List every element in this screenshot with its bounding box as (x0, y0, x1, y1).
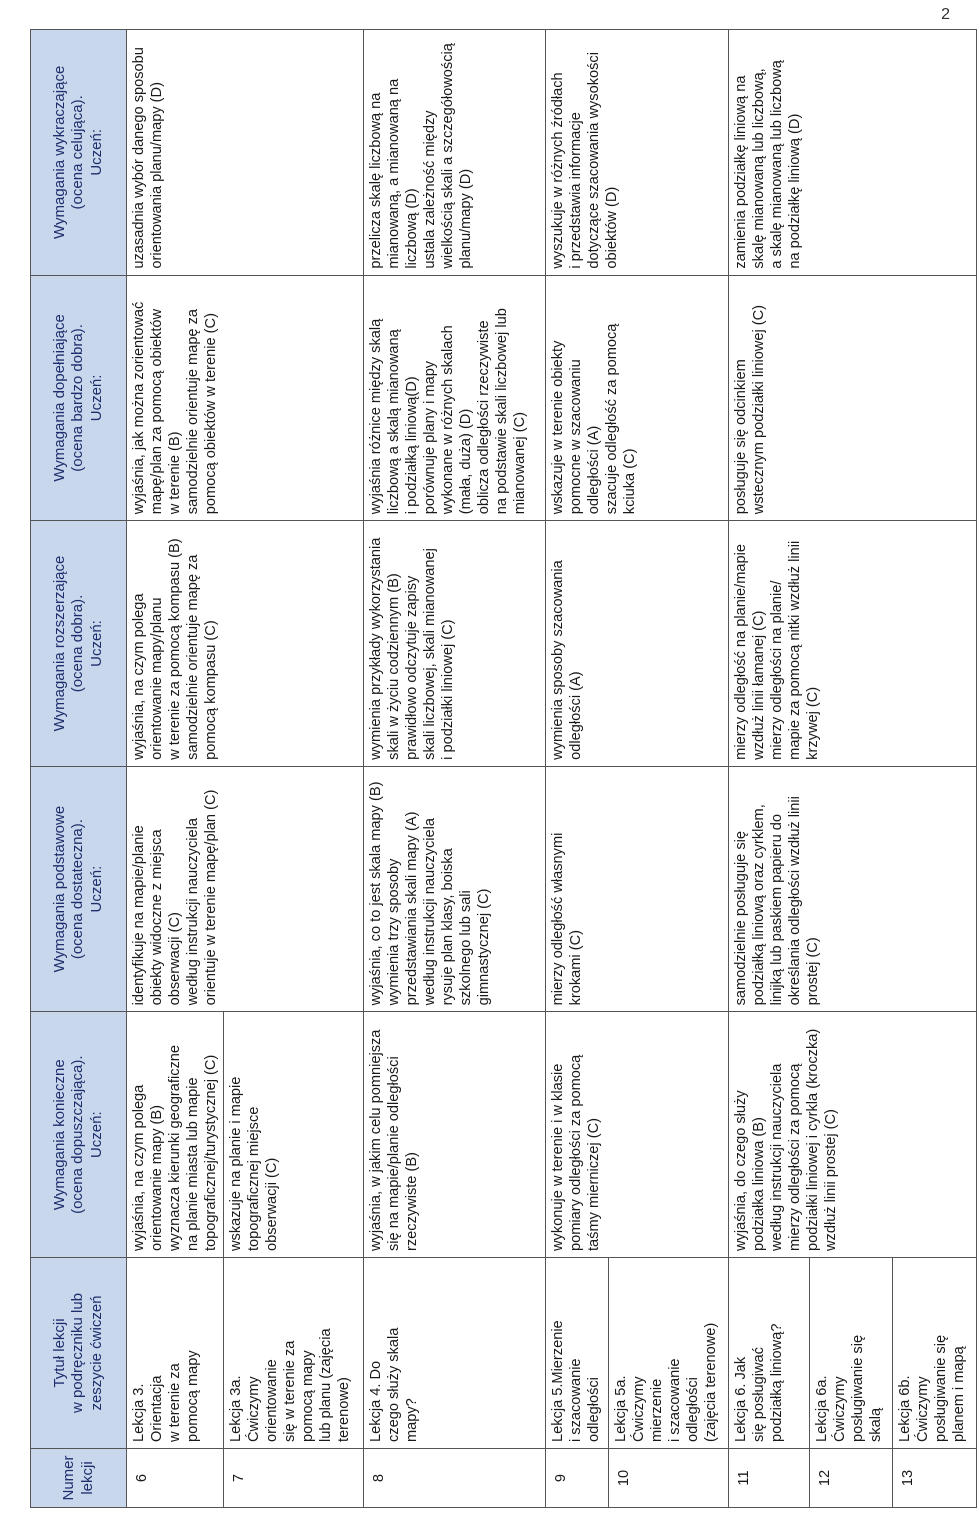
text-line: skalą (868, 1407, 884, 1442)
text-line: obiekty widoczne z miejsca (149, 829, 165, 1006)
text-line: Uczeń: (87, 865, 105, 913)
req-konieczne (546, 1012, 729, 1258)
text-line: skali w życiu codziennym (B) (386, 573, 402, 760)
header-dopelniajace (31, 275, 127, 521)
text-line: wzdłuż linii prostej (C) (823, 1109, 839, 1251)
text-line: Ćwiczymy (915, 1376, 931, 1442)
text-line: taśmy mierniczej (C) (586, 1118, 602, 1251)
text-line: wymienia przykłady wykorzystania (368, 537, 384, 760)
text-line: Lekcja 6b. (897, 1375, 913, 1442)
req-wykraczajace (546, 30, 729, 276)
lesson-number: 13 (893, 1449, 977, 1508)
text-line: Lekcja 4. Do (368, 1360, 384, 1442)
req-dopelniajace (729, 275, 977, 521)
text-line: orientuje w terenie mapę/plan (C) (203, 789, 219, 1006)
header-row (31, 30, 127, 1508)
text-line: (ocena bardzo dobra). (69, 324, 87, 472)
text-line: wykonane w różnych skalach (440, 325, 456, 515)
text-line: prostej (C) (805, 937, 821, 1006)
text-line: wyjaśnia różnice między skalą (368, 318, 384, 515)
text-line: mierzy odległość na planie/mapie (733, 544, 749, 760)
text-line: identyfikuje na mapie/planie (131, 825, 147, 1006)
text-line: Wymagania wykraczające (50, 65, 68, 239)
table-row (546, 30, 609, 1508)
text-line: wskazuje na planie i mapie (228, 1076, 244, 1251)
header-wykraczajace (31, 30, 127, 276)
text-line: Ćwiczymy (631, 1376, 647, 1442)
text-line: obiektów (D) (604, 186, 620, 269)
rotated-page (30, 30, 967, 1508)
page-number: 2 (941, 6, 950, 23)
lesson-title (127, 1258, 224, 1449)
lesson-number: 10 (609, 1449, 729, 1508)
text-line: wyszukuje w różnych źródłach (550, 72, 566, 269)
text-line: i podziałki liniowej (C) (440, 619, 456, 760)
text-line: w terenie za pomocą kompasu (B) (167, 538, 183, 760)
lesson-number: 9 (546, 1449, 609, 1508)
text-line: zamienia podziałkę liniową na (733, 75, 749, 269)
text-line: orientowanie mapy/planu (149, 597, 165, 760)
text-line: wyjaśnia, w jakim celu pomniejsza (368, 1029, 384, 1251)
text-line: Tytuł lekcji (50, 1318, 68, 1388)
header-lesson-title (31, 1258, 127, 1449)
req-dopelniajace (364, 275, 546, 521)
text-line: wstecznym podziałki liniowej (C) (751, 304, 767, 515)
text-line: topograficznej miejsce (246, 1106, 262, 1251)
req-rozszerzajace (546, 521, 729, 767)
text-line: odległości (586, 1377, 602, 1442)
header-konieczne (31, 1012, 127, 1258)
text-line: skali liczbowej, skali mianowanej (422, 548, 438, 760)
text-line: podziałką liniową oraz cyrklem, (751, 804, 767, 1006)
text-line: terenowe) (336, 1377, 352, 1442)
text-line: szacuje odległość za pomocą (604, 323, 620, 515)
text-line: Wymagania podstawowe (50, 805, 68, 973)
lesson-title (893, 1258, 977, 1449)
text-line: się w terenie za (282, 1340, 298, 1442)
text-line: w podręczniku lub (69, 1292, 87, 1414)
text-line: (mała, duża) (D) (458, 408, 474, 515)
text-line: na planie miasta lub mapie (185, 1077, 201, 1251)
text-line: podziałką liniową? (769, 1323, 785, 1442)
text-line: według instrukcji nauczyciela (422, 818, 438, 1006)
text-line: odległości (A) (568, 671, 584, 760)
req-podstawowe (729, 766, 977, 1012)
text-line: Ćwiczymy (246, 1376, 262, 1442)
text-line: w terenie za (167, 1363, 183, 1442)
text-line: mapy? (404, 1398, 420, 1442)
text-line: Lekcja 5a. (613, 1375, 629, 1442)
text-line: Lekcja 6a. (814, 1375, 830, 1442)
text-line: wyjaśnia, na czym polega (131, 1084, 147, 1251)
text-line: szkolnego lub sali (458, 890, 474, 1006)
text-line: posługiwanie się (850, 1334, 866, 1442)
lesson-title (546, 1258, 609, 1449)
text-line: Uczeń: (87, 374, 105, 422)
text-line: orientowanie (264, 1359, 280, 1442)
text-line: posługiwanie się (933, 1334, 949, 1442)
text-line: się na mapie/planie odległości (386, 1056, 402, 1251)
text-line: wskazuje w terenie obiekty (550, 340, 566, 515)
text-line: mierzenie (649, 1378, 665, 1442)
text-line: przelicza skalę liczbową na (368, 92, 384, 269)
text-line: rysuje plan klasy, boiska (440, 848, 456, 1006)
text-line: wykonuje w terenie i w klasie (550, 1063, 566, 1251)
text-line: podziałka liniowa (B) (751, 1117, 767, 1251)
text-line: wzdłuż linii łamanej (C) (751, 610, 767, 760)
lesson-title (609, 1258, 729, 1449)
text-line: Wymagania rozszerzające (50, 555, 68, 732)
text-line: planu/mapy (D) (458, 168, 474, 269)
req-konieczne (224, 1012, 364, 1258)
text-line: (ocena dopuszczająca). (69, 1055, 87, 1214)
text-line: wymienia sposoby szacowania (550, 560, 566, 760)
text-line: Uczeń: (87, 128, 105, 176)
text-line: samodzielnie posługuje się (733, 830, 749, 1006)
req-podstawowe (546, 766, 729, 1012)
text-line: wyznacza kierunki geograficzne (167, 1044, 183, 1251)
text-line: według instrukcji nauczyciela (769, 1063, 785, 1251)
lesson-title (364, 1258, 546, 1449)
text-line: liczbową a skalą mianowaną (386, 329, 402, 515)
text-line: i szacowanie (568, 1358, 584, 1442)
req-rozszerzajace (364, 521, 546, 767)
req-rozszerzajace (729, 521, 977, 767)
text-line: Orientacja (149, 1375, 165, 1442)
text-line: czego służy skala (386, 1327, 402, 1442)
text-line: porównuje plany i mapy (422, 360, 438, 515)
text-line: rzeczywiste (B) (404, 1152, 420, 1251)
text-line: mapie za pomocą nitki wzdłuż linii (787, 540, 803, 760)
text-line: wyjaśnia, na czym polega (131, 593, 147, 760)
text-line: Lekcja 6. Jak (733, 1356, 749, 1442)
text-line: linijką lub paskiem papieru do (769, 813, 785, 1006)
text-line: ustala zależność między (422, 110, 438, 269)
text-line: skalę mianowaną lub liczbową, (751, 68, 767, 269)
lesson-title (810, 1258, 893, 1449)
text-line: pomocą obiektów w terenie (C) (203, 313, 219, 515)
text-line: Numer (60, 1455, 77, 1501)
text-line: Ćwiczymy (832, 1376, 848, 1442)
lesson-title (729, 1258, 810, 1449)
text-line: i przedstawia informacje (568, 112, 584, 269)
header-lesson-number (31, 1449, 127, 1508)
req-podstawowe (127, 766, 364, 1012)
text-line: planem i mapą (951, 1346, 967, 1442)
text-line: kciuka (C) (622, 448, 638, 515)
text-line: wymienia trzy sposoby (386, 858, 402, 1006)
text-line: oblicza odległości rzeczywiste (476, 320, 492, 515)
lesson-number: 7 (224, 1449, 364, 1508)
text-line: mierzy odległość własnymi (550, 832, 566, 1006)
text-line: gimnastycznej (C) (476, 888, 492, 1006)
text-line: w terenie (B) (167, 431, 183, 515)
text-line: (zajęcia terenowe) (703, 1322, 719, 1442)
text-line: (ocena dobra). (69, 594, 87, 693)
text-line: orientowania planu/mapy (D) (149, 82, 165, 269)
lesson-number: 12 (810, 1449, 893, 1508)
text-line: dotyczące szacowania wysokości (586, 52, 602, 269)
text-line: krokami (C) (568, 930, 584, 1006)
text-line: mierzy odległości za pomocą (787, 1063, 803, 1251)
text-line: i szacowanie (667, 1358, 683, 1442)
text-line: pomocą mapy (185, 1350, 201, 1442)
text-line: na podziałkę liniową (D) (787, 113, 803, 269)
text-line: zeszycie ćwiczeń (87, 1295, 105, 1411)
req-wykraczajace (364, 30, 546, 276)
text-line: mapę/plan za pomocą obiektów (149, 308, 165, 515)
text-line: wyjaśnia, do czego służy (733, 1090, 749, 1251)
text-line: orientowanie mapy (B) (149, 1104, 165, 1251)
header-rozszerzajace (31, 521, 127, 767)
text-line: Lekcja 3a. (228, 1375, 244, 1442)
header-podstawowe (31, 766, 127, 1012)
req-podstawowe (364, 766, 546, 1012)
lesson-number: 8 (364, 1449, 546, 1508)
text-line: mierzy odległości na planie/ (769, 580, 785, 760)
table-row (364, 30, 546, 1508)
req-rozszerzajace (127, 521, 364, 767)
text-line: (ocena celująca). (69, 95, 87, 210)
req-wykraczajace (127, 30, 364, 276)
text-line: (ocena dostateczna). (69, 819, 87, 960)
lesson-title (224, 1258, 364, 1449)
req-dopelniajace (127, 275, 364, 521)
text-line: podziałki liniowej i cyrkla (kroczka) (805, 1028, 821, 1251)
text-line: pomocą mapy (300, 1350, 316, 1442)
text-line: prawidłowo odczytuje zapisy (404, 575, 420, 760)
text-line: lekcji (78, 1461, 96, 1495)
text-line: odległości (685, 1377, 701, 1442)
text-line: krzywej (C) (805, 686, 821, 760)
text-line: pomocą kompasu (C) (203, 620, 219, 760)
text-line: i podziałką liniową(D) (404, 376, 420, 515)
text-line: a skalę mianowaną lub liczbową (769, 60, 785, 269)
text-line: samodzielnie orientuje mapę za (185, 308, 201, 515)
req-konieczne (127, 1012, 224, 1258)
req-konieczne (364, 1012, 546, 1258)
text-line: topograficznej/turystycznej (C) (203, 1054, 219, 1251)
requirements-table (30, 29, 977, 1508)
text-line: samodzielnie orientuje mapę za (185, 554, 201, 760)
text-line: Uczeń: (87, 1111, 105, 1159)
table-row (729, 30, 810, 1508)
lesson-number: 6 (127, 1449, 224, 1508)
text-line: Lekcja 5.Mierzenie (550, 1320, 566, 1442)
text-line: Lekcja 3. (131, 1383, 147, 1442)
text-line: się posługiwać (751, 1347, 767, 1442)
text-line: przedstawiania skali mapy (A) (404, 811, 420, 1006)
text-line: wyjaśnia, jak można zorientować (131, 301, 147, 515)
text-line: odległości (A) (586, 425, 602, 515)
text-line: mianowanej (C) (512, 412, 528, 515)
text-line: obserwacji (C) (167, 912, 183, 1006)
text-line: posługuje się odcinkiem (733, 359, 749, 515)
text-line: na podstawie skali liczbowej lub (494, 308, 510, 515)
text-line: Uczeń: (87, 620, 105, 667)
text-line: lub planu (zajęcia (318, 1328, 334, 1442)
text-line: liczbową (D) (404, 188, 420, 269)
req-konieczne (729, 1012, 977, 1258)
table-row (127, 30, 224, 1508)
text-line: Wymagania konieczne (50, 1059, 68, 1211)
text-line: obserwacji (C) (264, 1157, 280, 1251)
text-line: wielkością skali a szczegółowością (440, 43, 456, 269)
text-line: uzasadnia wybór danego sposobu (131, 47, 147, 269)
lesson-number: 11 (729, 1449, 810, 1508)
text-line: wyjaśnia, co to jest skala mapy (B) (368, 781, 384, 1006)
req-wykraczajace (729, 30, 977, 276)
text-line: pomocne w szacowaniu (568, 359, 584, 515)
req-dopelniajace (546, 275, 729, 521)
text-line: mianowaną, a mianowaną na (386, 78, 402, 269)
text-line: określania odległości wzdłuż linii (787, 796, 803, 1006)
text-line: Wymagania dopełniające (50, 314, 68, 482)
text-line: pomiary odległości za pomocą (568, 1054, 584, 1251)
text-line: według instrukcji nauczyciela (185, 818, 201, 1006)
